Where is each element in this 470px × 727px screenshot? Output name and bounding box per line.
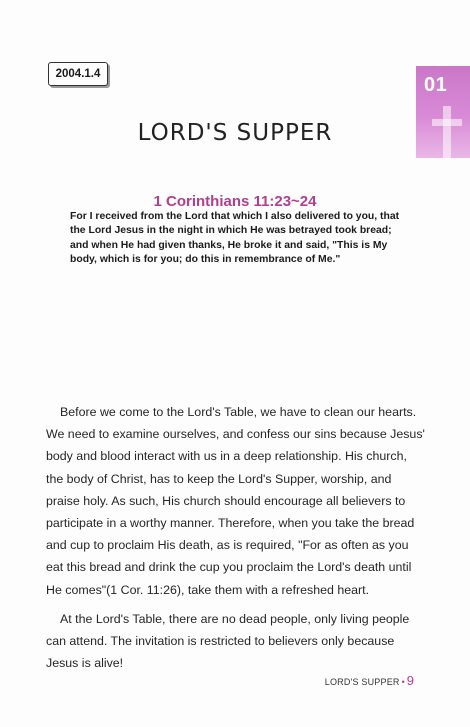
date-label: 2004.1.4 xyxy=(48,62,108,86)
scripture-reference: 1 Corinthians 11:23~24 xyxy=(153,193,317,210)
page-title: LORD'S SUPPER xyxy=(137,120,333,146)
scripture-text: For I received from the Lord that which I also delivered to you, that the Lord Jesus in the night in which He was betrayed took bread; and when He had given thanks, He broke it and said, "This is My body, which is for you; do this in remembrance of Me." xyxy=(70,211,400,266)
footer-separator: • xyxy=(401,677,405,687)
body-paragraph: Before we come to the Lord's Table, we have to clean our hearts. We need to examine ourselves, and confess our sins because Jesus' body and blood interact with us in a deep relationship. His church, the body of Christ, has to keep the Lord's Supper, worship, and praise holy. As such, His church should encourage all believers to participate in a worthy manner. Therefore, when you take the bread and cup to proclaim His death, as is required, "For as often as you eat this bread and drink the cup you proclaim the Lord's death until He comes"(1 Cor. 11:26), take them with a refreshed heart. xyxy=(46,405,425,597)
page-number: 9 xyxy=(406,673,414,688)
chapter-number: 01 xyxy=(424,74,448,96)
page-footer xyxy=(325,672,414,690)
body-paragraph: At the Lord's Table, there are no dead people, only living people can attend. The invitation is restricted to believers only because Jesus is alive! xyxy=(46,612,410,671)
running-footer-title: LORD'S SUPPER xyxy=(324,677,400,687)
